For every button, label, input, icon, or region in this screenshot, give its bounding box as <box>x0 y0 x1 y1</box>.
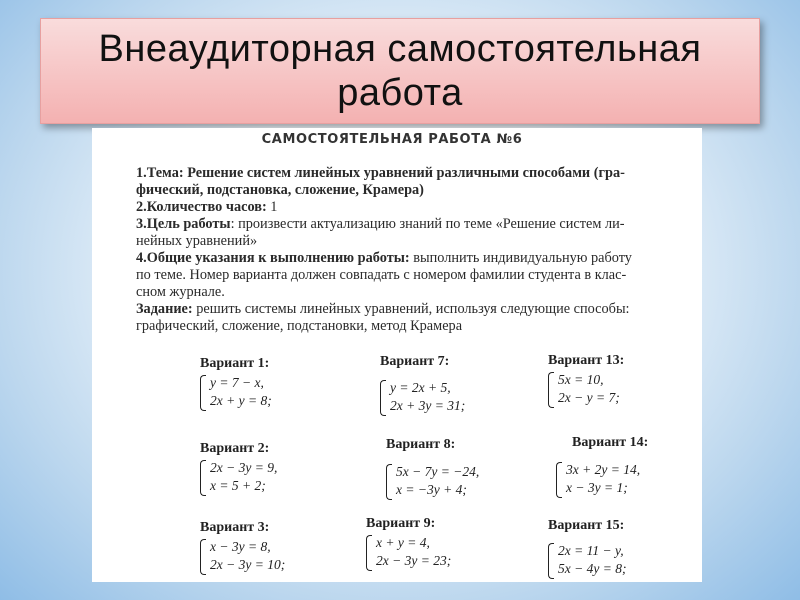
equation-2: x = −3y + 4; <box>396 482 467 497</box>
variant-title: Вариант 9: <box>366 516 436 531</box>
brace-icon <box>386 464 392 500</box>
item-label: 2.Количество часов: <box>136 199 267 215</box>
equation-system <box>380 379 520 415</box>
variant-1 <box>200 356 340 410</box>
item-text: графический, сложение, подстановки, метод Крамера <box>136 318 463 334</box>
document-heading: САМОСТОЯТЕЛЬНАЯ РАБОТА №6 <box>261 132 523 147</box>
equation-1: y = 2x + 5, <box>390 380 451 395</box>
equation-1: 3x + 2y = 14, <box>566 462 641 477</box>
variant-13 <box>548 353 688 407</box>
item-text: решить системы линейных уравнений, используя следующие способы: <box>192 301 630 317</box>
equation-1: y = 7 − x, <box>210 375 264 390</box>
brace-icon <box>200 375 206 411</box>
document-item-5 <box>136 250 691 267</box>
brace-icon <box>200 539 206 575</box>
equation-2: 2x − 3y = 10; <box>210 557 286 572</box>
slide-title-line-1: Внеаудиторная самостоятельная <box>98 28 702 70</box>
item-label: Задание: <box>136 301 193 317</box>
item-text: сном журнале. <box>136 284 225 300</box>
item-label: 4.Общие указания к выполнению работы: <box>136 250 410 266</box>
variant-title: Вариант 7: <box>380 354 450 369</box>
variant-title: Вариант 3: <box>200 520 270 535</box>
equation-2: 2x − y = 7; <box>558 390 620 405</box>
equation-1: 2x − 3y = 9, <box>210 460 278 475</box>
variant-14 <box>566 435 702 497</box>
document-item-6 <box>136 267 691 284</box>
equation-system <box>386 463 526 499</box>
variant-title: Вариант 15: <box>548 518 625 533</box>
item-label: 3.Цель работы <box>136 216 231 232</box>
variant-2 <box>200 441 340 495</box>
equation-1: 5x − 7y = −24, <box>396 464 480 479</box>
document-item-7 <box>136 284 691 301</box>
variant-8 <box>386 437 526 499</box>
document-item-2 <box>136 199 691 216</box>
brace-icon <box>548 543 554 579</box>
item-label: 1.Тема: <box>136 165 184 181</box>
equation-system <box>200 374 340 410</box>
variant-3 <box>200 520 340 574</box>
document-item-0 <box>136 165 691 182</box>
document-item-3 <box>136 216 691 233</box>
equation-2: 2x + 3y = 31; <box>390 398 466 413</box>
assignment-document-image <box>92 128 702 582</box>
item-text: 1 <box>266 199 278 215</box>
item-text: : произвести актуализацию знаний по теме «Решение систем ли- <box>230 216 625 232</box>
equation-1: x − 3y = 8, <box>210 539 271 554</box>
equation-2: 2x − 3y = 23; <box>376 553 452 568</box>
variant-title: Вариант 8: <box>386 437 456 452</box>
variant-7 <box>380 354 520 415</box>
slide-title-line-2: работа <box>337 72 463 114</box>
equation-2: x = 5 + 2; <box>210 478 266 493</box>
brace-icon <box>200 460 206 496</box>
variant-title: Вариант 2: <box>200 441 270 456</box>
equation-system <box>556 461 696 497</box>
document-item-9 <box>136 318 691 335</box>
variant-title: Вариант 14: <box>572 435 649 450</box>
equation-system <box>548 371 688 407</box>
item-text: по теме. Номер варианта должен совпадать с номером фамилии студента в клас- <box>136 267 627 283</box>
item-text: выполнить индивидуальную работу <box>409 250 632 266</box>
equation-1: 5x = 10, <box>558 372 604 387</box>
brace-icon <box>548 372 554 408</box>
slide-title-box <box>40 18 760 124</box>
equation-2: x − 3y = 1; <box>566 480 628 495</box>
equation-system <box>366 534 506 570</box>
equation-2: 5x − 4y = 8; <box>558 561 627 576</box>
variant-title: Вариант 1: <box>200 356 270 371</box>
equation-system <box>200 538 340 574</box>
brace-icon <box>380 380 386 416</box>
equation-system <box>548 542 688 578</box>
brace-icon <box>556 462 562 498</box>
variant-15 <box>548 518 688 578</box>
equation-system <box>200 459 340 495</box>
equation-2: 2x + y = 8; <box>210 393 272 408</box>
document-item-8 <box>136 301 691 318</box>
brace-icon <box>366 535 372 571</box>
variant-title: Вариант 13: <box>548 353 625 368</box>
item-text: Решение систем линейных уравнений различными способами (гра- <box>183 165 625 181</box>
equation-1: x + y = 4, <box>376 535 430 550</box>
item-text: нейных уравнений» <box>136 233 258 249</box>
item-text: фический, подстановка, сложение, Крамера) <box>136 182 424 198</box>
document-item-4 <box>136 233 691 250</box>
variant-9 <box>366 516 506 570</box>
equation-1: 2x = 11 − y, <box>558 543 624 558</box>
document-item-1 <box>136 182 691 199</box>
